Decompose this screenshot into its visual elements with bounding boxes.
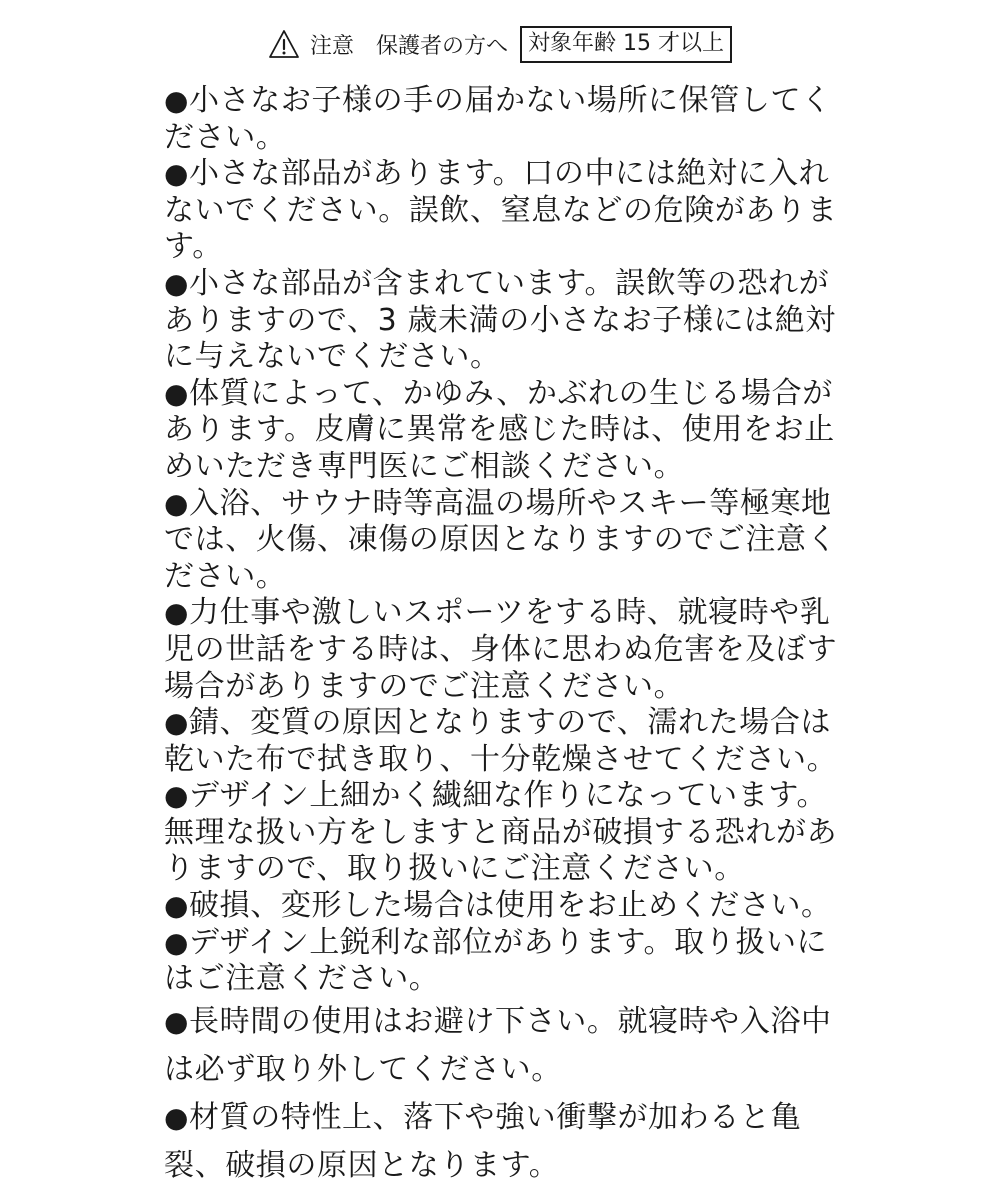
notice-item (164, 888, 854, 925)
notice-item (164, 1094, 854, 1190)
warning-triangle-icon (268, 29, 300, 59)
notice-text: 材質の特性上、落下や強い衝撃が加わると亀裂、破損の原因となります。 (164, 1099, 802, 1183)
notice-text: 体質によって、かゆみ、かぶれの生じる場合があります。皮膚に異常を感じた時は、使用をお止めいただき専門医にご相談ください。 (164, 375, 835, 484)
bullet-icon: ● (164, 889, 190, 923)
notice-item (164, 486, 854, 596)
caution-label: 注意 (309, 33, 354, 59)
bullet-icon: ● (164, 1100, 190, 1134)
notice-text: デザイン上細かく繊細な作りになっています。無理な扱い方をしますと商品が破損する恐れがありますので、取り扱いにご注意ください。 (164, 778, 838, 887)
age-rating-box: 対象年齢 15 才以上 (520, 26, 732, 63)
bullet-icon: ● (164, 596, 190, 630)
notice-item (164, 595, 854, 705)
notice-text: 錆、変質の原因となりますので、濡れた場合は乾いた布で拭き取り、十分乾燥させてください。 (164, 705, 838, 777)
notice-item (164, 83, 854, 156)
bullet-icon: ● (164, 925, 190, 959)
bullet-icon: ● (164, 779, 190, 813)
bullet-icon: ● (164, 157, 190, 191)
notice-item (164, 705, 854, 778)
notice-text: 小さな部品があります。口の中には絶対に入れないでください。誤飲、窒息などの危険があります。 (164, 156, 838, 265)
notice-list (164, 83, 854, 1190)
notice-item (164, 376, 854, 486)
notice-item (164, 266, 854, 376)
notice-item (164, 778, 854, 888)
notice-text: 力仕事や激しいスポーツをする時、就寝時や乳児の世話をする時は、身体に思わぬ危害を及ぼす場合がありますのでご注意ください。 (164, 595, 838, 704)
notice-text: 小さな部品が含まれています。誤飲等の恐れがありますので、3 歳未満の小さなお子様には絶対に与えないでください。 (164, 265, 836, 375)
bullet-icon: ● (164, 376, 190, 410)
notice-item (164, 925, 854, 998)
notice-item (164, 998, 854, 1094)
notice-text: デザイン上鋭利な部位があります。取り扱いにはご注意ください。 (164, 924, 828, 997)
notice-text: 入浴、サウナ時等高温の場所やスキー等極寒地では、火傷、凍傷の原因となりますのでご注意ください。 (164, 485, 838, 594)
bullet-icon: ● (164, 266, 190, 300)
bullet-icon: ● (164, 1004, 190, 1038)
notice-item (164, 156, 854, 266)
bullet-icon: ● (164, 84, 190, 117)
audience-label: 保護者の方へ (376, 33, 509, 59)
bullet-icon: ● (164, 706, 190, 740)
notice-text: 破損、変形した場合は使用をお止めください。 (189, 888, 832, 924)
notice-text: 小さなお子様の手の届かない場所に保管してください。 (164, 83, 832, 155)
bullet-icon: ● (164, 486, 190, 520)
notice-text: 長時間の使用はお避け下さい。就寝時や入浴中は必ず取り外してください。 (164, 1003, 832, 1087)
caution-header (0, 22, 1000, 66)
